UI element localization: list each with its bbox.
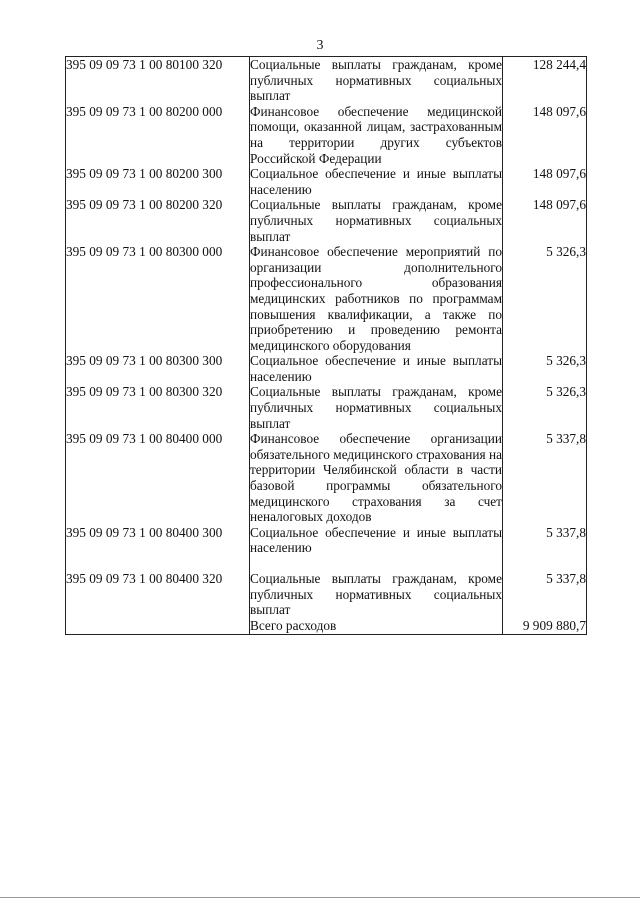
- blank-row: [66, 556, 587, 571]
- table-row: [66, 197, 587, 244]
- expense-amount: 5 326,3: [503, 244, 587, 353]
- budget-code: 395 09 09 73 1 00 80300 000: [66, 244, 250, 353]
- table-row: [66, 384, 587, 431]
- expense-amount: 5 337,8: [503, 571, 587, 618]
- expense-description: Социальные выплаты гражданам, кроме публичных нормативных социальных выплат: [250, 571, 502, 618]
- expense-description: Финансовое обеспечение организации обязательного медицинского страхования на территории Челябинской области в части базовой программы обязательного медицинского страхования за счет неналоговых доходов: [250, 431, 502, 525]
- budget-code: 395 09 09 73 1 00 80400 320: [66, 571, 250, 618]
- expense-description: Социальное обеспечение и иные выплаты населению: [250, 166, 502, 197]
- table-row: [66, 571, 587, 618]
- expense-description: Социальные выплаты гражданам, кроме публичных нормативных социальных выплат: [250, 384, 502, 431]
- expense-description: Финансовое обеспечение мероприятий по организации дополнительного профессионального образования медицинских работников по программам повышения квалификации, а также по приобретению и проведению ремонта медицинского оборудования: [250, 244, 502, 353]
- total-amount: 9 909 880,7: [503, 618, 587, 635]
- table-row: [66, 104, 587, 166]
- expense-description: Социальное обеспечение и иные выплаты населению: [250, 524, 502, 556]
- expense-amount: 5 326,3: [503, 384, 587, 431]
- expense-description: Социальное обеспечение и иные выплаты населению: [250, 353, 502, 384]
- table-row: [66, 166, 587, 197]
- expense-amount: 128 244,4: [503, 57, 587, 104]
- expense-description: Финансовое обеспечение медицинской помощи, оказанной лицам, застрахованным на территории других субъектов Российской Федерации: [250, 103, 502, 166]
- total-row: [66, 618, 587, 635]
- page-number: 3: [316, 38, 324, 53]
- budget-code: 395 09 09 73 1 00 80100 320: [66, 57, 250, 104]
- expense-amount: 148 097,6: [503, 166, 587, 197]
- budget-code: 395 09 09 73 1 00 80300 320: [66, 384, 250, 431]
- expense-amount: 148 097,6: [503, 197, 587, 244]
- expense-amount: 5 326,3: [503, 353, 587, 384]
- total-label: Всего расходов: [250, 618, 503, 635]
- budget-code: 395 09 09 73 1 00 80400 000: [66, 431, 250, 525]
- budget-code: 395 09 09 73 1 00 80300 300: [66, 353, 250, 384]
- budget-code: 395 09 09 73 1 00 80200 000: [66, 104, 250, 166]
- blank-cell: [66, 618, 250, 635]
- table-row: [66, 431, 587, 525]
- table-row: [66, 353, 587, 384]
- budget-code: 395 09 09 73 1 00 80200 320: [66, 197, 250, 244]
- budget-table: [65, 56, 587, 635]
- budget-code: 395 09 09 73 1 00 80200 300: [66, 166, 250, 197]
- table-row: [66, 244, 587, 353]
- blank-cell: [250, 556, 503, 571]
- footer-divider: [0, 897, 640, 898]
- budget-code: 395 09 09 73 1 00 80400 300: [66, 525, 250, 556]
- expense-description: Социальные выплаты гражданам, кроме публичных нормативных социальных выплат: [250, 197, 502, 244]
- expense-amount: 148 097,6: [503, 104, 587, 166]
- expense-description: Социальные выплаты гражданам, кроме публичных нормативных социальных выплат: [250, 57, 502, 104]
- table-row: [66, 57, 587, 104]
- expense-amount: 5 337,8: [503, 431, 587, 525]
- blank-cell: [503, 556, 587, 571]
- table-row: [66, 525, 587, 556]
- expense-amount: 5 337,8: [503, 525, 587, 556]
- blank-cell: [66, 556, 250, 571]
